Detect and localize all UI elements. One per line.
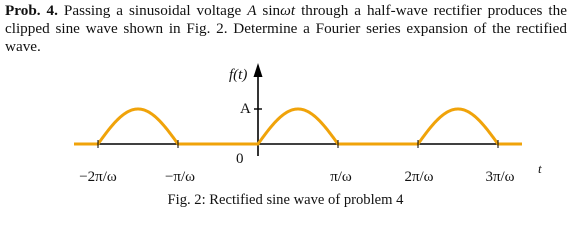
tick-label: 3π/ω [485, 169, 515, 185]
y-axis-label: f(t) [229, 67, 248, 83]
tick-label: −2π/ω [79, 169, 117, 185]
tick-label: −π/ω [164, 169, 196, 185]
problem-text-1: Passing a sinusoidal voltage [57, 2, 248, 19]
problem-var-a: A [247, 2, 257, 19]
rectified-wave-line [74, 109, 522, 144]
problem-omega-t: ωt [280, 2, 296, 19]
y-axis-arrowhead [254, 63, 263, 77]
amplitude-label: A [240, 101, 251, 117]
origin-label: 0 [236, 151, 244, 167]
x-axis-label: t [538, 161, 542, 176]
tick-label: π/ω [330, 169, 352, 185]
tick-label: 2π/ω [404, 169, 434, 185]
figure-caption: Fig. 2: Rectified sine wave of problem 4 [167, 192, 404, 208]
problem-label: Prob. 4. [5, 2, 58, 19]
problem-text-2: sin [256, 2, 281, 19]
problem-text-3: through a half-wave rectifier produces the clipped sine wave shown in Fig. 2. Determine a Fourier series expansion of the rectified wave. [5, 2, 567, 55]
